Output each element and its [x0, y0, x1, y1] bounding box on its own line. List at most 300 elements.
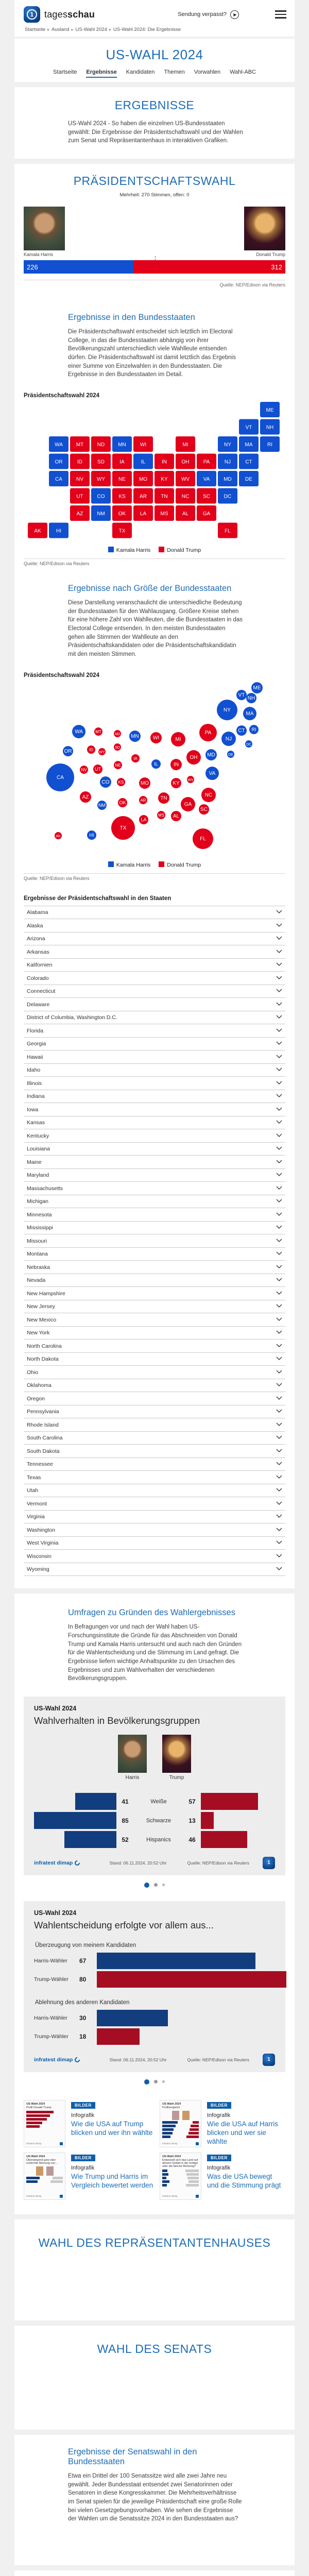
state-accordion-row[interactable] [24, 1234, 285, 1247]
teaser-title[interactable]: Wie Trump und Harris im Vergleich bewertet werden [71, 2172, 153, 2189]
chevron-down-icon [276, 1028, 282, 1034]
state-tile-IA[interactable] [112, 454, 132, 469]
harris-portrait-image [24, 207, 65, 250]
state-tile-MT[interactable] [70, 436, 90, 452]
state-accordion-row[interactable] [24, 1103, 285, 1116]
source-note: Quelle: NEP/Edison via Reuters [24, 873, 285, 881]
legend-swatch-harris [108, 861, 114, 867]
state-accordion-row[interactable] [24, 945, 285, 958]
state-accordion-row[interactable] [24, 1339, 285, 1352]
state-tile-GA[interactable] [197, 505, 216, 521]
senate-results-heading: Ergebnisse der Senatswahl in den Bundesstaaten [68, 2447, 197, 2466]
harris-value: 85 [122, 1817, 129, 1824]
state-tile-WY[interactable] [91, 471, 111, 486]
chevron-down-icon [276, 1343, 282, 1349]
teaser-item[interactable] [24, 2153, 153, 2200]
svg-text:HI: HI [89, 832, 94, 838]
voter-group-label: Trump-Wähler [34, 1976, 68, 1983]
demo-row-schwarze [34, 1812, 275, 1829]
state-tile-MI[interactable] [176, 436, 195, 452]
state-accordion-row[interactable] [24, 1208, 285, 1221]
state-accordion-row[interactable] [24, 1563, 285, 1576]
state-accordion-row[interactable] [24, 1379, 285, 1392]
state-accordion-label: Connecticut [27, 988, 56, 994]
state-tile-MD[interactable] [218, 471, 237, 486]
svg-text:ME: ME [266, 408, 274, 414]
state-accordion-row[interactable] [24, 1168, 285, 1182]
sendung-verpasst-link[interactable] [178, 10, 239, 19]
trump-bar-segment: 312 [133, 260, 285, 274]
state-bubble-KY[interactable] [171, 778, 181, 788]
state-accordion-row[interactable] [24, 932, 285, 945]
state-tile-AL[interactable] [176, 505, 195, 521]
state-accordion-row[interactable] [24, 1195, 285, 1208]
state-accordion-row[interactable] [24, 1392, 285, 1405]
state-accordion-label: Michigan [27, 1198, 49, 1205]
state-bubble-MI[interactable] [171, 732, 185, 747]
svg-text:FL: FL [200, 836, 206, 842]
page-title: US-WAHL 2024 [106, 47, 203, 62]
state-bubble-LA[interactable] [139, 815, 148, 824]
chart-card-wahlverhalten [24, 1697, 285, 1875]
state-tile-WA[interactable] [49, 436, 68, 452]
state-accordion-row[interactable] [24, 1260, 285, 1274]
state-bubble-PA[interactable] [199, 724, 217, 741]
svg-text:OK: OK [118, 511, 126, 517]
state-accordion-label: New Hampshire [27, 1290, 65, 1297]
chevron-down-icon [276, 1540, 282, 1546]
state-tile-CA[interactable] [49, 471, 68, 486]
carousel-dot[interactable] [162, 1884, 165, 1886]
state-tile-WI[interactable] [133, 436, 153, 452]
state-accordion-label: Wisconsin [27, 1553, 52, 1560]
tab-wahlabc[interactable]: Wahl-ABC [230, 69, 256, 75]
state-tile-ME[interactable] [260, 402, 280, 417]
harris-thumb: Harris [118, 1735, 147, 1781]
state-accordion-row[interactable] [24, 1484, 285, 1497]
ard-logo-icon: 1 [263, 2054, 275, 2066]
state-accordion-row[interactable] [24, 1300, 285, 1313]
state-bubble-NJ[interactable] [221, 732, 236, 746]
state-bubble-ID[interactable] [87, 745, 95, 754]
us-bubble-map [24, 681, 285, 858]
state-accordion-row[interactable] [24, 1286, 285, 1300]
state-bubble-NC[interactable] [201, 788, 216, 802]
infografik-teasers [24, 2100, 285, 2200]
state-accordion-row[interactable] [24, 985, 285, 998]
state-accordion-row[interactable] [24, 1497, 285, 1510]
state-tile-DC[interactable] [218, 488, 237, 504]
state-bubble-IL[interactable] [151, 759, 161, 769]
state-accordion-row[interactable] [24, 958, 285, 972]
chevron-down-icon [276, 1146, 282, 1152]
state-accordion-label: Kentucky [27, 1132, 49, 1139]
chevron-down-icon [276, 1317, 282, 1323]
state-tile-DE[interactable] [239, 471, 259, 486]
chevron-down-icon [276, 1501, 282, 1507]
chevron-down-icon [276, 1356, 282, 1362]
state-tile-TX[interactable] [112, 523, 132, 538]
state-bubble-VA[interactable] [205, 767, 219, 780]
state-accordion-row[interactable] [24, 1063, 285, 1077]
svg-text:OR: OR [55, 459, 63, 465]
decision-row [34, 1953, 275, 1970]
state-bubble-VT[interactable] [236, 690, 247, 700]
svg-text:KY: KY [161, 477, 168, 483]
state-accordion-label: Vermont [27, 1500, 47, 1507]
demo-row-hispanics [34, 1831, 275, 1849]
state-tile-NE[interactable] [112, 471, 132, 486]
state-accordion-row[interactable] [24, 1536, 285, 1550]
svg-text:LA: LA [141, 817, 147, 822]
breadcrumb-item[interactable]: Startseite [25, 27, 46, 32]
teaser-text [207, 2153, 285, 2200]
map-legend [14, 547, 295, 553]
chevron-down-icon [276, 1054, 282, 1060]
tab-kandidaten[interactable]: Kandidaten [126, 69, 155, 75]
legend-swatch-harris [108, 547, 114, 552]
state-bubble-ND[interactable] [114, 730, 121, 737]
teaser-item[interactable] [160, 2100, 285, 2147]
teaser-title[interactable]: Wie die USA auf Trump blicken und wer ihn wählte [71, 2120, 153, 2137]
state-tile-IL[interactable] [133, 454, 153, 469]
state-bubble-CO[interactable] [100, 776, 111, 788]
state-accordion-row[interactable] [24, 1221, 285, 1234]
state-accordion-label: Alabama [27, 909, 48, 916]
carousel-dot[interactable] [162, 2080, 165, 2083]
state-accordion-row[interactable] [24, 1523, 285, 1536]
hero-band [14, 39, 295, 82]
state-accordion-label: Texas [27, 1474, 41, 1481]
state-bubble-MT[interactable] [94, 727, 102, 736]
state-accordion-label: South Carolina [27, 1435, 63, 1441]
state-accordion-row[interactable] [24, 1076, 285, 1090]
tab-ergebnisse[interactable]: Ergebnisse [86, 69, 116, 78]
state-accordion-row[interactable] [24, 1116, 285, 1129]
chevron-down-icon [276, 1277, 282, 1283]
card-title: Wahlverhalten in Bevölkerungsgruppen [34, 1715, 200, 1726]
state-bubble-MS[interactable] [157, 811, 165, 819]
state-tile-SD[interactable] [91, 454, 111, 469]
state-accordion-label: Wyoming [27, 1566, 49, 1572]
state-bubble-FL[interactable] [193, 828, 213, 849]
state-bubble-UT[interactable] [93, 765, 102, 774]
groesse-heading: Ergebnisse nach Größe der Bundesstaaten [68, 584, 232, 594]
harris-bar-segment: 226 [24, 260, 133, 274]
teaser-kicker: Infografik [71, 2112, 95, 2119]
state-bubble-SC[interactable] [199, 804, 209, 815]
state-accordion-row[interactable] [24, 1313, 285, 1326]
state-bubble-SD[interactable] [114, 743, 121, 751]
carousel-dots [14, 2079, 295, 2084]
section-tabs [14, 69, 295, 78]
teaser-text [71, 2153, 153, 2200]
state-tile-ID[interactable] [70, 454, 90, 469]
state-tile-AZ[interactable] [70, 505, 90, 521]
state-tile-NV[interactable] [70, 471, 90, 486]
svg-text:MO: MO [140, 780, 149, 786]
state-tile-NJ[interactable] [218, 454, 237, 469]
state-accordion-label: Maryland [27, 1172, 49, 1178]
svg-text:ID: ID [77, 459, 82, 465]
state-bubble-CA[interactable] [46, 764, 74, 791]
teaser-text [71, 2100, 153, 2147]
state-bubble-MN[interactable] [129, 731, 141, 742]
state-bubble-IN[interactable] [170, 759, 182, 770]
state-accordion-row[interactable] [24, 1024, 285, 1037]
state-bubble-AZ[interactable] [80, 791, 91, 803]
state-accordion-row[interactable] [24, 1274, 285, 1287]
state-bubble-NV[interactable] [80, 766, 88, 774]
state-accordion-row[interactable] [24, 1549, 285, 1563]
state-tile-OR[interactable] [49, 454, 68, 469]
state-tile-NM[interactable] [91, 505, 111, 521]
state-bubble-GA[interactable] [181, 797, 195, 811]
state-bubble-RI[interactable] [249, 725, 259, 734]
voter-group-label: Harris-Wähler [34, 1958, 67, 1964]
state-tile-ND[interactable] [91, 436, 111, 452]
state-accordion-label: Tennessee [27, 1461, 53, 1467]
svg-text:AL: AL [173, 813, 180, 819]
teaser-text [207, 2100, 285, 2147]
state-bubble-AR[interactable] [139, 796, 147, 804]
state-bubble-MA[interactable] [243, 707, 256, 720]
state-bubble-WI[interactable] [150, 732, 162, 743]
state-tile-NY[interactable] [218, 436, 237, 452]
tab-startseite[interactable]: Startseite [53, 69, 77, 75]
state-accordion-label: Utah [27, 1487, 39, 1494]
state-tile-FL[interactable] [218, 523, 237, 538]
state-accordion-label: Kalifornien [27, 962, 53, 968]
chevron-down-icon [276, 1303, 282, 1310]
tagesschau-logo[interactable] [24, 6, 95, 23]
chevron-down-icon [276, 923, 282, 929]
state-tile-CT[interactable] [239, 454, 259, 469]
teaser-item[interactable] [24, 2100, 153, 2147]
state-bubble-IA[interactable] [131, 754, 140, 762]
svg-text:MI: MI [175, 736, 181, 742]
svg-text:RI: RI [251, 726, 256, 732]
state-tile-OK[interactable] [112, 505, 132, 521]
state-tile-PA[interactable] [197, 454, 216, 469]
carousel-dot[interactable] [154, 2080, 158, 2083]
svg-text:MS: MS [160, 511, 168, 517]
state-tile-MS[interactable] [154, 505, 174, 521]
state-bubble-DE[interactable] [227, 751, 234, 758]
state-accordion-row[interactable] [24, 1129, 285, 1142]
state-accordion-row[interactable] [24, 919, 285, 932]
tagesschau-logo-icon: 1 [24, 6, 40, 23]
state-bubble-HI[interactable] [87, 831, 96, 840]
state-tile-AR[interactable] [133, 488, 153, 504]
chevron-down-icon [276, 1041, 282, 1047]
state-accordion-row[interactable] [24, 1090, 285, 1103]
legend-item-trump: Donald Trump [159, 547, 201, 553]
state-accordion-row[interactable] [24, 971, 285, 985]
state-bubble-ME[interactable] [251, 682, 263, 693]
state-bubble-OK[interactable] [118, 798, 127, 807]
state-tile-IN[interactable] [154, 454, 174, 469]
sendung-verpasst-label: Sendung verpasst? [178, 11, 227, 18]
state-accordion-row[interactable] [24, 906, 285, 919]
state-bubble-CT[interactable] [236, 725, 247, 736]
state-accordion-row[interactable] [24, 1352, 285, 1366]
value-label: 30 [79, 2014, 87, 2022]
state-accordion-row[interactable] [24, 1037, 285, 1050]
state-tile-KS[interactable] [112, 488, 132, 504]
carousel-dot[interactable] [154, 1883, 158, 1887]
harris-name: Kamala Harris [24, 252, 54, 258]
state-tile-MN[interactable] [112, 436, 132, 452]
tab-vorwahlen[interactable]: Vorwahlen [194, 69, 221, 75]
state-bubble-AL[interactable] [171, 811, 181, 821]
state-bubble-NY[interactable] [217, 700, 237, 720]
breadcrumb-item[interactable]: Ausland [52, 27, 70, 32]
state-tile-SC[interactable] [197, 488, 216, 504]
state-accordion-label: Delaware [27, 1001, 50, 1008]
state-bubble-OH[interactable] [186, 750, 201, 765]
state-bubble-NE[interactable] [114, 761, 122, 769]
state-tile-RI[interactable] [260, 436, 280, 452]
state-bubble-MD[interactable] [205, 749, 217, 760]
state-accordion-label: Rhode Island [27, 1421, 59, 1428]
state-bubble-NH[interactable] [246, 693, 256, 703]
state-accordion-row[interactable] [24, 1444, 285, 1458]
state-tile-NH[interactable] [260, 419, 280, 435]
svg-text:MD: MD [224, 477, 232, 483]
svg-text:IA: IA [133, 756, 138, 761]
state-accordion-row[interactable] [24, 1365, 285, 1379]
teaser-title[interactable]: Wie die USA auf Harris blicken und wer sie wählte [207, 2120, 279, 2145]
state-accordion-row[interactable] [24, 1155, 285, 1168]
groesse-text: Diese Darstellung veranschaulicht die unterschiedliche Bedeutung der Bundesstaaten für den Wahlausgang. Größere Kreise stehen für eine höhere Zahl von Wahlleuten, die die Bundesstaaten in das Electoral College entsenden. In den meisten Bundesstaaten gehen alle Stimmen der Wahlleute an den Präsidentschaftskandidaten oder die Präsidentschaftskandidatin mit den meisten Stimmen. [68, 600, 243, 658]
state-tile-AK[interactable] [28, 523, 47, 538]
state-accordion-label: New York [27, 1330, 50, 1336]
harris-photo [24, 207, 65, 257]
state-bubble-MO[interactable] [139, 777, 150, 789]
bilder-badge: BILDER [71, 2102, 95, 2109]
state-tile-LA[interactable] [133, 505, 153, 521]
carousel-dots [14, 1883, 295, 1888]
bubble-map-legend [14, 861, 295, 868]
state-tile-KY[interactable] [154, 471, 174, 486]
state-bubble-TX[interactable] [111, 816, 135, 840]
trump-value: 13 [188, 1817, 196, 1824]
teaser-title[interactable]: Was die USA bewegt und die Stimmung prägt [207, 2172, 281, 2189]
state-accordion-row[interactable] [24, 1510, 285, 1523]
chevron-down-icon [276, 1514, 282, 1520]
chevron-down-icon [276, 1002, 282, 1008]
chevron-down-icon [276, 909, 282, 916]
svg-text:FL: FL [225, 528, 231, 534]
state-accordion-row[interactable] [24, 1050, 285, 1063]
state-bubble-NM[interactable] [97, 801, 107, 810]
state-tile-UT[interactable] [70, 488, 90, 504]
svg-text:ND: ND [114, 732, 121, 736]
state-bubble-OR[interactable] [63, 746, 73, 756]
state-accordion-label: Oklahoma [27, 1382, 52, 1388]
trump-value: 46 [188, 1836, 196, 1843]
legend-swatch-trump [159, 861, 164, 867]
state-accordion-row[interactable] [24, 1247, 285, 1261]
chevron-down-icon [276, 1225, 282, 1231]
state-tile-VA[interactable] [197, 471, 216, 486]
svg-text:VA: VA [209, 770, 216, 776]
bundesstaaten-text: Die Präsidentschaftswahl entscheidet sich letztlich im Electoral College, in das die Bundesstaaten abhängig von ihrer Bevölkerungszahl unterschiedlich viele Wahlleute entsenden dürfen. Die Präsidentschaftswahl ist damit letztlich das Ergebnis einer Summe von Einzelwahlen in den Bundesstaaten. Die Ergebnisse in den Bundesstaaten im Detail. [68, 329, 236, 378]
state-tile-NC[interactable] [176, 488, 195, 504]
state-tile-MA[interactable] [239, 436, 259, 452]
breadcrumb-item[interactable]: US-Wahl 2024 [75, 27, 107, 32]
state-accordion-row[interactable] [24, 1181, 285, 1195]
legend-item-harris: Kamala Harris [108, 547, 151, 553]
teaser-item[interactable] [160, 2153, 285, 2200]
state-tile-CO[interactable] [91, 488, 111, 504]
chevron-down-icon [276, 1527, 282, 1533]
state-accordion-row[interactable] [24, 1431, 285, 1445]
harris-bar [34, 1793, 116, 1810]
state-accordion-row[interactable] [24, 1458, 285, 1471]
source-note: Quelle: NEP/Edison via Reuters [187, 2057, 249, 2062]
state-accordion-row[interactable] [24, 1011, 285, 1024]
harris-value: 52 [122, 1836, 129, 1843]
state-accordion-row[interactable] [24, 1418, 285, 1431]
state-tile-MO[interactable] [133, 471, 153, 486]
decision-row [34, 1971, 275, 1988]
state-tile-OH[interactable] [176, 454, 195, 469]
card-footer [34, 1857, 275, 1869]
value-bar [97, 1953, 275, 1969]
state-bubble-WA[interactable] [72, 725, 85, 738]
carousel-dot-active[interactable] [144, 1883, 149, 1888]
svg-text:AZ: AZ [82, 794, 89, 800]
state-accordion-label: Colorado [27, 975, 49, 981]
state-bubble-AK[interactable] [55, 832, 62, 839]
state-tile-WV[interactable] [176, 471, 195, 486]
harris-value: 41 [122, 1798, 129, 1805]
map-title: Präsidentschaftswahl 2024 [24, 393, 100, 399]
value-label: 67 [79, 1957, 87, 1965]
svg-text:NH: NH [266, 425, 274, 431]
state-accordion-row[interactable] [24, 997, 285, 1011]
state-bubble-KS[interactable] [117, 778, 125, 786]
carousel-dot-active[interactable] [144, 2079, 149, 2084]
state-bubble-WY[interactable] [98, 748, 106, 755]
svg-text:NH: NH [247, 695, 255, 701]
state-bubble-WV[interactable] [187, 776, 194, 783]
state-accordion-row[interactable] [24, 1326, 285, 1340]
state-accordion-row[interactable] [24, 1405, 285, 1418]
state-bubble-DC[interactable] [245, 740, 252, 748]
svg-text:OR: OR [64, 748, 72, 754]
state-tile-HI[interactable] [49, 523, 68, 538]
hamburger-menu-icon[interactable] [275, 10, 286, 19]
svg-text:SC: SC [200, 806, 208, 812]
state-tile-TN[interactable] [154, 488, 174, 504]
value-bar [97, 2010, 275, 2026]
trump-bar [201, 1812, 283, 1829]
state-accordion-label: Ohio [27, 1369, 39, 1376]
chevron-down-icon [276, 1185, 282, 1192]
chevron-down-icon [276, 1461, 282, 1467]
tab-themen[interactable]: Themen [164, 69, 185, 75]
svg-text:NY: NY [224, 442, 231, 448]
value-label: 80 [79, 1976, 87, 1984]
state-bubble-TN[interactable] [158, 792, 169, 804]
state-tile-VT[interactable] [239, 419, 259, 435]
svg-text:WI: WI [152, 735, 160, 741]
state-accordion-row[interactable] [24, 1142, 285, 1156]
state-accordion-row[interactable] [24, 1470, 285, 1484]
